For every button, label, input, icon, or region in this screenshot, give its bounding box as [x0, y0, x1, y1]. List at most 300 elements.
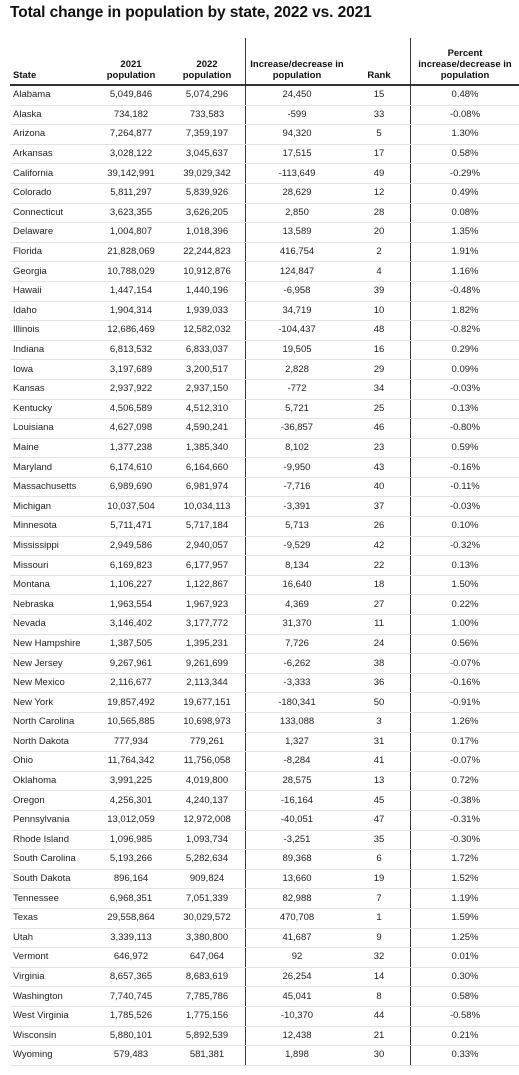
table-row [10, 438, 519, 458]
cell-2022-population: 1,967,923 [169, 595, 246, 615]
cell-change: 41,687 [246, 928, 349, 948]
cell-percent: 0.21% [411, 1026, 519, 1046]
table-row [10, 281, 519, 301]
cell-change: 45,041 [246, 987, 349, 1007]
table-row [10, 144, 519, 164]
cell-2022-population: 3,200,517 [169, 360, 246, 380]
cell-2022-population: 1,939,033 [169, 301, 246, 321]
cell-state: North Dakota [10, 732, 93, 752]
cell-rank: 47 [348, 810, 411, 830]
cell-percent: 1.16% [411, 262, 519, 282]
cell-state: Arkansas [10, 144, 93, 164]
cell-state: Montana [10, 575, 93, 595]
cell-state: New York [10, 693, 93, 713]
cell-rank: 50 [348, 693, 411, 713]
cell-2022-population: 733,583 [169, 105, 246, 125]
cell-2022-population: 3,380,800 [169, 928, 246, 948]
cell-2022-population: 8,683,619 [169, 967, 246, 987]
cell-percent: -0.03% [411, 497, 519, 517]
cell-change: 12,438 [246, 1026, 349, 1046]
cell-change: -10,370 [246, 1006, 349, 1026]
cell-change: -3,391 [246, 497, 349, 517]
cell-change: 5,713 [246, 517, 349, 537]
cell-2021-population: 6,813,532 [93, 340, 169, 360]
table-row [10, 262, 519, 282]
cell-percent: -0.31% [411, 810, 519, 830]
cell-rank: 44 [348, 1006, 411, 1026]
cell-percent: 0.08% [411, 203, 519, 223]
cell-2021-population: 3,197,689 [93, 360, 169, 380]
cell-percent: -0.11% [411, 477, 519, 497]
table-row [10, 164, 519, 184]
cell-2021-population: 29,558,864 [93, 908, 169, 928]
cell-rank: 30 [348, 1046, 411, 1066]
cell-state: West Virginia [10, 1006, 93, 1026]
cell-change: 124,847 [246, 262, 349, 282]
cell-change: 2,828 [246, 360, 349, 380]
cell-state: Alaska [10, 105, 93, 125]
table-row [10, 223, 519, 243]
cell-percent: 0.13% [411, 556, 519, 576]
header-2021-population: 2021 population [93, 38, 169, 85]
cell-percent: 0.48% [411, 85, 519, 105]
cell-rank: 11 [348, 615, 411, 635]
cell-2021-population: 3,991,225 [93, 771, 169, 791]
cell-percent: -0.30% [411, 830, 519, 850]
table-row [10, 1026, 519, 1046]
cell-state: Minnesota [10, 517, 93, 537]
cell-rank: 45 [348, 791, 411, 811]
cell-rank: 10 [348, 301, 411, 321]
cell-percent: 0.30% [411, 967, 519, 987]
cell-state: Washington [10, 987, 93, 1007]
table-row [10, 869, 519, 889]
table-row [10, 889, 519, 909]
cell-2022-population: 3,045,637 [169, 144, 246, 164]
cell-rank: 25 [348, 399, 411, 419]
cell-rank: 21 [348, 1026, 411, 1046]
cell-change: -6,262 [246, 654, 349, 674]
table-row [10, 242, 519, 262]
table-row [10, 948, 519, 968]
cell-2021-population: 1,377,238 [93, 438, 169, 458]
cell-state: New Mexico [10, 673, 93, 693]
table-row [10, 673, 519, 693]
cell-2022-population: 7,785,786 [169, 987, 246, 1007]
cell-2021-population: 1,785,526 [93, 1006, 169, 1026]
table-row [10, 85, 519, 105]
cell-change: 92 [246, 948, 349, 968]
cell-2022-population: 6,164,660 [169, 458, 246, 478]
cell-state: Vermont [10, 948, 93, 968]
cell-percent: 0.10% [411, 517, 519, 537]
cell-rank: 40 [348, 477, 411, 497]
cell-rank: 39 [348, 281, 411, 301]
cell-rank: 32 [348, 948, 411, 968]
cell-2022-population: 6,981,974 [169, 477, 246, 497]
cell-2022-population: 1,440,196 [169, 281, 246, 301]
cell-rank: 23 [348, 438, 411, 458]
cell-change: -104,437 [246, 321, 349, 341]
cell-2022-population: 1,093,734 [169, 830, 246, 850]
table-row [10, 595, 519, 615]
cell-rank: 49 [348, 164, 411, 184]
cell-2022-population: 2,937,150 [169, 379, 246, 399]
cell-2021-population: 3,623,355 [93, 203, 169, 223]
cell-percent: 1.30% [411, 125, 519, 145]
cell-change: -16,164 [246, 791, 349, 811]
cell-2021-population: 5,193,266 [93, 850, 169, 870]
table-row [10, 850, 519, 870]
cell-rank: 15 [348, 85, 411, 105]
cell-rank: 24 [348, 634, 411, 654]
cell-change: 8,102 [246, 438, 349, 458]
table-row [10, 125, 519, 145]
cell-change: -599 [246, 105, 349, 125]
table-row [10, 830, 519, 850]
cell-rank: 26 [348, 517, 411, 537]
cell-2021-population: 2,937,922 [93, 379, 169, 399]
table-row [10, 321, 519, 341]
cell-rank: 29 [348, 360, 411, 380]
table-row [10, 1006, 519, 1026]
cell-2021-population: 777,934 [93, 732, 169, 752]
cell-2021-population: 3,028,122 [93, 144, 169, 164]
cell-2021-population: 11,764,342 [93, 752, 169, 772]
cell-state: Rhode Island [10, 830, 93, 850]
cell-percent: -0.32% [411, 536, 519, 556]
cell-state: Wisconsin [10, 1026, 93, 1046]
table-row [10, 1046, 519, 1066]
header-state: State [10, 38, 93, 85]
cell-change: -113,649 [246, 164, 349, 184]
cell-2022-population: 5,282,634 [169, 850, 246, 870]
cell-2022-population: 1,395,231 [169, 634, 246, 654]
table-row [10, 987, 519, 1007]
cell-change: -40,051 [246, 810, 349, 830]
cell-2021-population: 19,857,492 [93, 693, 169, 713]
header-2022-population: 2022 population [169, 38, 246, 85]
cell-state: Delaware [10, 223, 93, 243]
cell-rank: 1 [348, 908, 411, 928]
cell-change: 24,450 [246, 85, 349, 105]
cell-percent: 1.35% [411, 223, 519, 243]
cell-change: 26,254 [246, 967, 349, 987]
cell-state: Missouri [10, 556, 93, 576]
table-row [10, 752, 519, 772]
table-row [10, 458, 519, 478]
cell-change: 94,320 [246, 125, 349, 145]
cell-change: -7,716 [246, 477, 349, 497]
cell-state: Wyoming [10, 1046, 93, 1066]
cell-change: 133,088 [246, 713, 349, 733]
cell-state: Louisiana [10, 419, 93, 439]
cell-rank: 8 [348, 987, 411, 1007]
cell-state: Florida [10, 242, 93, 262]
cell-rank: 33 [348, 105, 411, 125]
cell-percent: -0.16% [411, 458, 519, 478]
cell-2022-population: 4,019,800 [169, 771, 246, 791]
cell-state: Oregon [10, 791, 93, 811]
cell-2021-population: 1,387,505 [93, 634, 169, 654]
cell-change: -8,284 [246, 752, 349, 772]
cell-2022-population: 779,261 [169, 732, 246, 752]
cell-rank: 46 [348, 419, 411, 439]
table-row [10, 908, 519, 928]
table-row [10, 203, 519, 223]
cell-percent: 0.22% [411, 595, 519, 615]
cell-state: Maryland [10, 458, 93, 478]
cell-percent: 1.25% [411, 928, 519, 948]
cell-2021-population: 1,096,985 [93, 830, 169, 850]
cell-2022-population: 22,244,823 [169, 242, 246, 262]
cell-2022-population: 1,775,156 [169, 1006, 246, 1026]
cell-2022-population: 39,029,342 [169, 164, 246, 184]
cell-state: Mississippi [10, 536, 93, 556]
cell-2021-population: 5,711,471 [93, 517, 169, 537]
cell-state: Maine [10, 438, 93, 458]
cell-percent: 1.19% [411, 889, 519, 909]
cell-change: 17,515 [246, 144, 349, 164]
cell-percent: 0.29% [411, 340, 519, 360]
cell-percent: 0.01% [411, 948, 519, 968]
cell-rank: 43 [348, 458, 411, 478]
cell-change: 19,505 [246, 340, 349, 360]
cell-change: 13,660 [246, 869, 349, 889]
cell-state: Massachusetts [10, 477, 93, 497]
cell-state: Michigan [10, 497, 93, 517]
cell-state: Nebraska [10, 595, 93, 615]
cell-2021-population: 1,904,314 [93, 301, 169, 321]
cell-state: New Hampshire [10, 634, 93, 654]
cell-change: 16,640 [246, 575, 349, 595]
cell-state: Oklahoma [10, 771, 93, 791]
cell-state: Kansas [10, 379, 93, 399]
cell-change: -3,251 [246, 830, 349, 850]
cell-2022-population: 2,940,057 [169, 536, 246, 556]
cell-2021-population: 6,174,610 [93, 458, 169, 478]
population-table [10, 38, 519, 1066]
cell-change: -180,341 [246, 693, 349, 713]
table-row [10, 928, 519, 948]
table-row [10, 477, 519, 497]
cell-state: Pennsylvania [10, 810, 93, 830]
cell-change: 4,369 [246, 595, 349, 615]
cell-2021-population: 5,811,297 [93, 183, 169, 203]
cell-2021-population: 8,657,365 [93, 967, 169, 987]
cell-rank: 3 [348, 713, 411, 733]
cell-2021-population: 5,880,101 [93, 1026, 169, 1046]
cell-percent: 0.17% [411, 732, 519, 752]
table-row [10, 732, 519, 752]
cell-2022-population: 10,698,973 [169, 713, 246, 733]
table-row [10, 967, 519, 987]
cell-percent: -0.48% [411, 281, 519, 301]
cell-2022-population: 6,177,957 [169, 556, 246, 576]
cell-state: Indiana [10, 340, 93, 360]
cell-change: 7,726 [246, 634, 349, 654]
cell-2021-population: 4,627,098 [93, 419, 169, 439]
cell-change: 28,575 [246, 771, 349, 791]
cell-state: Hawaii [10, 281, 93, 301]
cell-percent: -0.80% [411, 419, 519, 439]
table-row [10, 771, 519, 791]
cell-percent: 1.00% [411, 615, 519, 635]
table-row [10, 575, 519, 595]
cell-percent: 0.49% [411, 183, 519, 203]
cell-2022-population: 10,034,113 [169, 497, 246, 517]
cell-rank: 4 [348, 262, 411, 282]
cell-percent: 0.59% [411, 438, 519, 458]
cell-state: California [10, 164, 93, 184]
table-row [10, 301, 519, 321]
cell-2022-population: 6,833,037 [169, 340, 246, 360]
cell-state: Texas [10, 908, 93, 928]
cell-rank: 7 [348, 889, 411, 909]
cell-percent: 1.26% [411, 713, 519, 733]
table-row [10, 360, 519, 380]
cell-percent: 0.09% [411, 360, 519, 380]
cell-2021-population: 2,116,677 [93, 673, 169, 693]
cell-2022-population: 12,972,008 [169, 810, 246, 830]
cell-2021-population: 6,989,690 [93, 477, 169, 497]
cell-2021-population: 734,182 [93, 105, 169, 125]
cell-change: 5,721 [246, 399, 349, 419]
cell-2021-population: 7,264,877 [93, 125, 169, 145]
cell-change: 34,719 [246, 301, 349, 321]
cell-rank: 48 [348, 321, 411, 341]
cell-percent: 0.58% [411, 987, 519, 1007]
cell-percent: -0.29% [411, 164, 519, 184]
cell-2021-population: 10,565,885 [93, 713, 169, 733]
cell-2022-population: 30,029,572 [169, 908, 246, 928]
cell-change: 2,850 [246, 203, 349, 223]
cell-percent: -0.38% [411, 791, 519, 811]
cell-2021-population: 5,049,846 [93, 85, 169, 105]
cell-2022-population: 1,018,396 [169, 223, 246, 243]
cell-2021-population: 896,164 [93, 869, 169, 889]
cell-rank: 38 [348, 654, 411, 674]
cell-state: Iowa [10, 360, 93, 380]
table-row [10, 791, 519, 811]
cell-change: -3,333 [246, 673, 349, 693]
cell-percent: 0.33% [411, 1046, 519, 1066]
cell-2022-population: 9,261,699 [169, 654, 246, 674]
cell-percent: -0.07% [411, 654, 519, 674]
table-row [10, 713, 519, 733]
cell-change: 31,370 [246, 615, 349, 635]
cell-percent: -0.08% [411, 105, 519, 125]
cell-rank: 16 [348, 340, 411, 360]
cell-state: Alabama [10, 85, 93, 105]
cell-percent: 0.58% [411, 144, 519, 164]
cell-rank: 34 [348, 379, 411, 399]
table-row [10, 399, 519, 419]
cell-2022-population: 1,385,340 [169, 438, 246, 458]
cell-2022-population: 5,892,539 [169, 1026, 246, 1046]
table-row [10, 340, 519, 360]
cell-2021-population: 3,146,402 [93, 615, 169, 635]
cell-rank: 42 [348, 536, 411, 556]
cell-2022-population: 7,051,339 [169, 889, 246, 909]
table-row [10, 615, 519, 635]
cell-2022-population: 4,512,310 [169, 399, 246, 419]
cell-rank: 19 [348, 869, 411, 889]
header-rank: Rank [348, 38, 411, 85]
cell-2021-population: 21,828,069 [93, 242, 169, 262]
cell-percent: -0.58% [411, 1006, 519, 1026]
cell-2021-population: 10,788,029 [93, 262, 169, 282]
cell-rank: 35 [348, 830, 411, 850]
cell-state: Georgia [10, 262, 93, 282]
cell-rank: 9 [348, 928, 411, 948]
cell-percent: -0.03% [411, 379, 519, 399]
cell-state: Illinois [10, 321, 93, 341]
cell-rank: 17 [348, 144, 411, 164]
cell-2022-population: 12,582,032 [169, 321, 246, 341]
cell-state: North Carolina [10, 713, 93, 733]
cell-percent: 0.56% [411, 634, 519, 654]
cell-2021-population: 12,686,469 [93, 321, 169, 341]
cell-rank: 5 [348, 125, 411, 145]
table-row [10, 536, 519, 556]
cell-change: -36,857 [246, 419, 349, 439]
cell-2022-population: 581,381 [169, 1046, 246, 1066]
cell-2022-population: 3,177,772 [169, 615, 246, 635]
table-row [10, 183, 519, 203]
table-row [10, 517, 519, 537]
cell-percent: 1.91% [411, 242, 519, 262]
table-row [10, 419, 519, 439]
cell-2022-population: 5,074,296 [169, 85, 246, 105]
cell-2022-population: 11,756,058 [169, 752, 246, 772]
cell-2022-population: 647,064 [169, 948, 246, 968]
cell-change: 8,134 [246, 556, 349, 576]
header-row [10, 38, 519, 85]
cell-rank: 20 [348, 223, 411, 243]
cell-state: Connecticut [10, 203, 93, 223]
cell-change: 1,898 [246, 1046, 349, 1066]
cell-2022-population: 5,839,926 [169, 183, 246, 203]
cell-rank: 22 [348, 556, 411, 576]
cell-2022-population: 2,113,344 [169, 673, 246, 693]
cell-change: -772 [246, 379, 349, 399]
cell-percent: 0.13% [411, 399, 519, 419]
cell-2021-population: 9,267,961 [93, 654, 169, 674]
cell-2022-population: 7,359,197 [169, 125, 246, 145]
cell-percent: -0.91% [411, 693, 519, 713]
cell-2021-population: 39,142,991 [93, 164, 169, 184]
cell-percent: -0.07% [411, 752, 519, 772]
cell-2021-population: 1,004,807 [93, 223, 169, 243]
cell-2022-population: 909,824 [169, 869, 246, 889]
cell-rank: 41 [348, 752, 411, 772]
cell-rank: 12 [348, 183, 411, 203]
table-row [10, 497, 519, 517]
cell-2021-population: 1,963,554 [93, 595, 169, 615]
chart-title: Total change in population by state, 2022 vs. 2021 [10, 4, 372, 21]
cell-state: Virginia [10, 967, 93, 987]
cell-change: 13,589 [246, 223, 349, 243]
table-row [10, 810, 519, 830]
cell-percent: 1.50% [411, 575, 519, 595]
cell-state: New Jersey [10, 654, 93, 674]
cell-state: Arizona [10, 125, 93, 145]
table-row [10, 654, 519, 674]
cell-rank: 13 [348, 771, 411, 791]
cell-rank: 18 [348, 575, 411, 595]
cell-percent: 1.82% [411, 301, 519, 321]
